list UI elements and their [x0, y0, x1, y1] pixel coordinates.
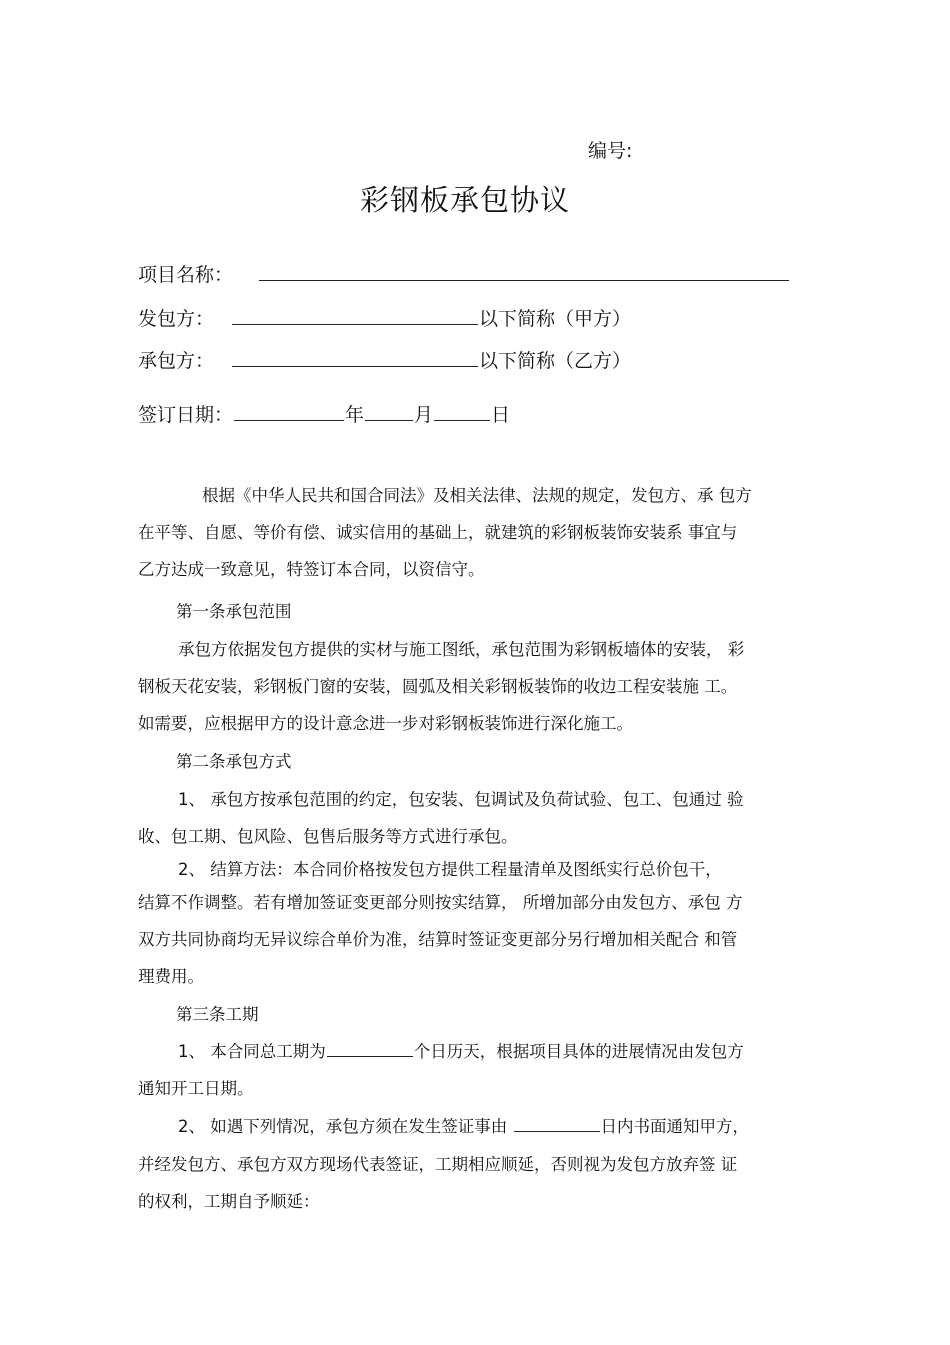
- contractor-suffix: 以下简称（乙方）: [479, 350, 632, 372]
- employer-suffix: 以下简称（甲方）: [479, 308, 632, 330]
- article-2-item-2-line-1: 2、 结算方法：本合同价格按发包方提供工程量清单及图纸实行总价包干，: [178, 860, 722, 879]
- project-name-blank[interactable]: [259, 279, 789, 281]
- month-label: 月: [414, 404, 434, 426]
- article-3-item-2-line-3: 的权利，工期自予顺延：: [138, 1192, 320, 1211]
- article-3-item-1-text-a: 1、 本合同总工期为: [178, 1042, 326, 1061]
- article-3-item-1-line-2: 通知开工日期。: [138, 1079, 254, 1098]
- contractor-label: 承包方：: [138, 350, 215, 372]
- document-title: 彩钢板承包协议: [360, 183, 571, 217]
- sign-date-row: [138, 400, 510, 427]
- article-3-item-2-line-1: [178, 1113, 749, 1137]
- contractor-blank[interactable]: [232, 365, 478, 367]
- article-2-item-2-line-2: 结算不作调整。若有增加签证变更部分则按实结算， 所增加部分由发包方、承包 方: [138, 893, 743, 912]
- article-1-heading: 第一条承包范围: [176, 602, 292, 621]
- article-3-item-2-text-b: 日内书面通知甲方，: [600, 1117, 749, 1136]
- sign-date-label: 签订日期：: [138, 404, 234, 426]
- article-2-item-2-line-4: 理费用。: [138, 967, 204, 986]
- year-label: 年: [345, 404, 365, 426]
- article-2-item-2-line-3: 双方共同协商均无异议综合单价为准，结算时签证变更部分另行增加相关配合 和管: [138, 930, 738, 949]
- article-1-line-3: 如需要，应根据甲方的设计意念进一步对彩钢板装饰进行深化施工。: [138, 714, 633, 733]
- contractor-row: [138, 346, 631, 373]
- article-3-item-1-text-b: 个日历天，根据项目具体的进展情况由发包方: [413, 1042, 744, 1061]
- notice-days-blank[interactable]: [514, 1130, 600, 1132]
- article-2-item-1-line-2: 收、包工期、包风险、包售后服务等方式进行承包。: [138, 827, 518, 846]
- employer-blank[interactable]: [232, 323, 478, 325]
- intro-line-2: 在平等、自愿、等价有偿、诚实信用的基础上，就建筑的彩钢板装饰安装系 事宜与: [138, 523, 738, 542]
- total-days-blank[interactable]: [327, 1055, 413, 1057]
- article-1-line-2: 钢板天花安装，彩钢板门窗的安装，圆弧及相关彩钢板装饰的收边工程安装施 工。: [138, 677, 738, 696]
- article-2-heading: 第二条承包方式: [176, 752, 292, 771]
- intro-line-3: 乙方达成一致意见，特签订本合同，以资信守。: [138, 560, 485, 579]
- project-name-label: 项目名称：: [138, 264, 234, 286]
- year-blank[interactable]: [234, 419, 344, 421]
- article-1-line-1: 承包方依据发包方提供的实材与施工图纸，承包范围为彩钢板墙体的安装， 彩: [178, 640, 745, 659]
- day-blank[interactable]: [434, 419, 490, 421]
- article-3-heading: 第三条工期: [176, 1005, 259, 1024]
- day-label: 日: [491, 404, 511, 426]
- employer-label: 发包方：: [138, 308, 215, 330]
- article-2-item-1-line-1: 1、 承包方按承包范围的约定，包安装、包调试及负荷试验、包工、包通过 验: [178, 790, 744, 809]
- project-name-row: [138, 260, 790, 287]
- article-3-item-2-line-2: 并经发包方、承包方双方现场代表签证，工期相应顺延，否则视为发包方放弃签 证: [138, 1155, 738, 1174]
- document-number-label: 编号:: [588, 140, 633, 162]
- employer-row: [138, 304, 631, 331]
- month-blank[interactable]: [365, 419, 413, 421]
- article-3-item-2-text-a: 2、 如遇下列情况，承包方须在发生签证事由: [178, 1117, 513, 1136]
- article-3-item-1-line-1: [178, 1038, 744, 1062]
- intro-line-1: 根据《中华人民共和国合同法》及相关法律、法规的规定，发包方、承 包方: [202, 486, 752, 505]
